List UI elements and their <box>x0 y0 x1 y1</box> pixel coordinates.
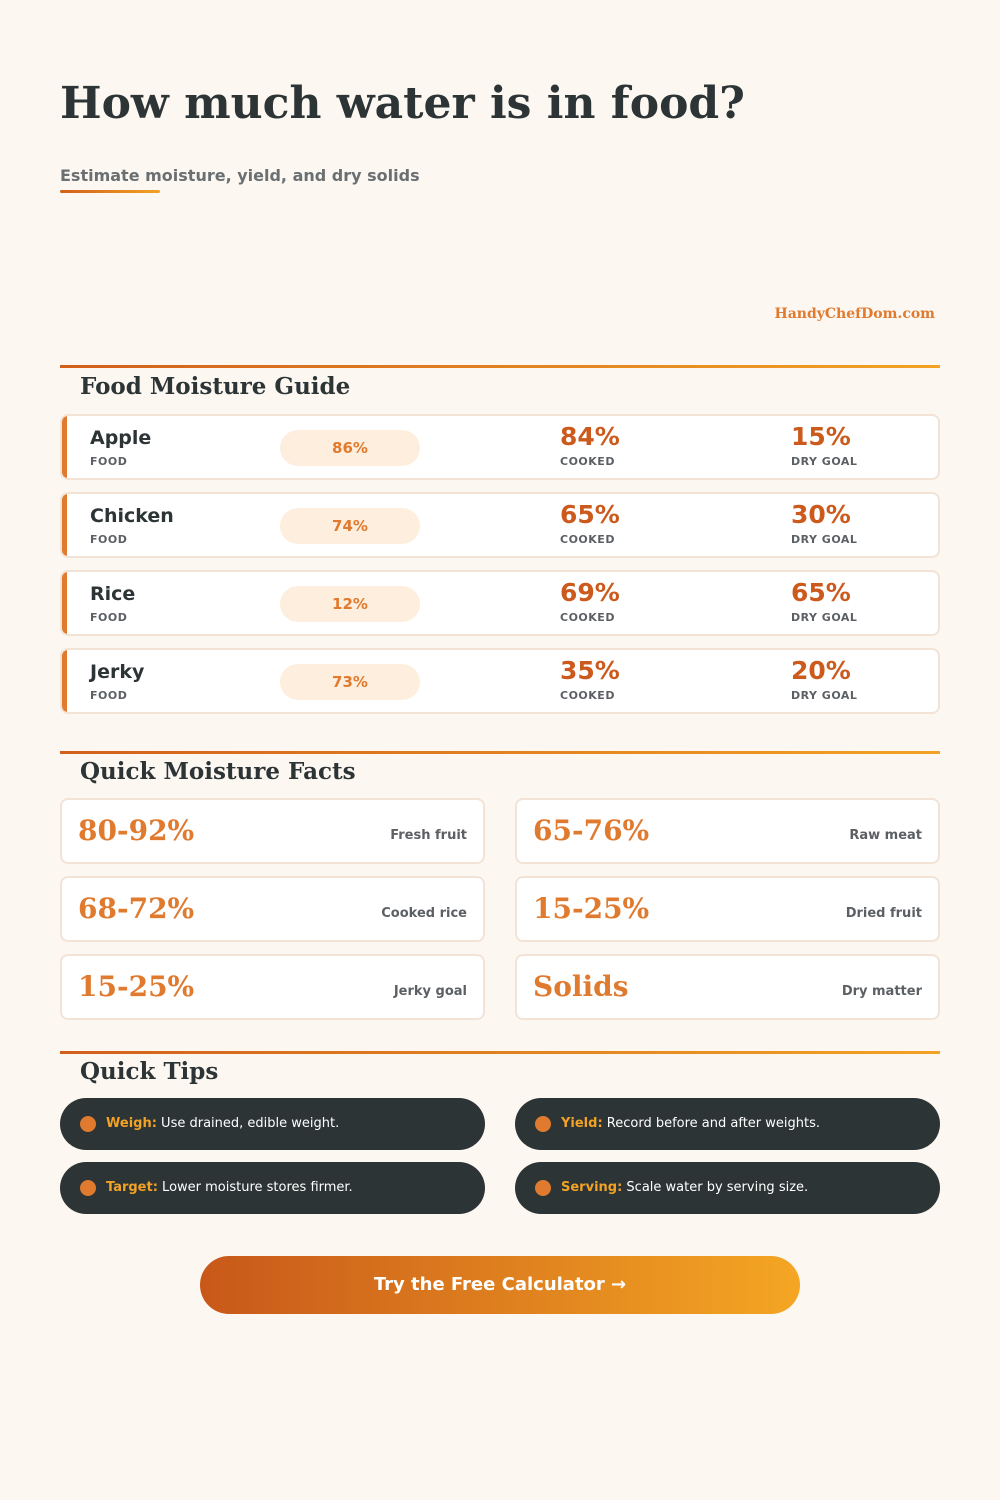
food-name: Rice <box>90 583 136 605</box>
raw-moisture-pill: 74% <box>280 508 420 544</box>
cooked-label: COOKED <box>560 455 615 468</box>
fact-card <box>60 798 485 864</box>
tip-pill <box>60 1098 485 1150</box>
guide-row-chicken <box>60 492 940 558</box>
tips-divider <box>60 1051 940 1054</box>
tip-text <box>561 1162 808 1214</box>
tip-text <box>106 1162 353 1214</box>
fact-label: Cooked rice <box>381 906 467 921</box>
dry-goal-value: 65% <box>791 578 851 607</box>
food-name: Jerky <box>90 661 145 683</box>
dry-goal-label: DRY GOAL <box>791 533 858 546</box>
guide-divider <box>60 365 940 368</box>
dry-goal-value: 30% <box>791 500 851 529</box>
tip-pill <box>515 1162 940 1214</box>
page-title: How much water is in food? <box>60 78 745 129</box>
fact-label: Raw meat <box>849 828 922 843</box>
cooked-label: COOKED <box>560 611 615 624</box>
cooked-label: COOKED <box>560 689 615 702</box>
food-name: Apple <box>90 427 152 449</box>
fact-value: Solids <box>533 970 629 1003</box>
fact-value: 68-72% <box>78 892 195 925</box>
cooked-value: 65% <box>560 500 620 529</box>
guide-row-apple <box>60 414 940 480</box>
food-name: Chicken <box>90 505 174 527</box>
facts-divider <box>60 751 940 754</box>
fact-value: 15-25% <box>78 970 195 1003</box>
dry-goal-label: DRY GOAL <box>791 611 858 624</box>
fact-card <box>515 798 940 864</box>
dry-goal-label: DRY GOAL <box>791 455 858 468</box>
guide-row-rice <box>60 570 940 636</box>
fact-card <box>60 954 485 1020</box>
bullet-dot-icon <box>80 1180 96 1196</box>
cooked-value: 84% <box>560 422 620 451</box>
row-accent-bar <box>60 570 67 636</box>
food-label: FOOD <box>90 689 128 702</box>
brand-link[interactable]: HandyChefDom.com <box>774 306 935 322</box>
tip-body: Use drained, edible weight. <box>156 1116 340 1131</box>
tip-text <box>106 1098 339 1150</box>
food-label: FOOD <box>90 455 128 468</box>
page-subtitle: Estimate moisture, yield, and dry solids <box>60 166 420 185</box>
bullet-dot-icon <box>535 1180 551 1196</box>
bullet-dot-icon <box>535 1116 551 1132</box>
fact-label: Dried fruit <box>845 906 922 921</box>
guide-title: Food Moisture Guide <box>80 373 351 400</box>
fact-label: Jerky goal <box>393 984 467 999</box>
tip-body: Scale water by serving size. <box>622 1180 809 1195</box>
food-label: FOOD <box>90 611 128 624</box>
row-accent-bar <box>60 414 67 480</box>
raw-moisture-pill: 86% <box>280 430 420 466</box>
fact-value: 80-92% <box>78 814 195 847</box>
bullet-dot-icon <box>80 1116 96 1132</box>
food-label: FOOD <box>90 533 128 546</box>
tip-key: Yield: <box>561 1116 603 1131</box>
subtitle-underline <box>60 190 160 193</box>
tip-key: Serving: <box>561 1180 623 1195</box>
tips-title: Quick Tips <box>80 1058 219 1085</box>
dry-goal-value: 15% <box>791 422 851 451</box>
tip-text <box>561 1098 820 1150</box>
raw-moisture-pill: 73% <box>280 664 420 700</box>
tip-body: Record before and after weights. <box>602 1116 821 1131</box>
fact-label: Fresh fruit <box>390 828 467 843</box>
row-accent-bar <box>60 492 67 558</box>
fact-card <box>60 876 485 942</box>
guide-row-jerky <box>60 648 940 714</box>
tip-body: Lower moisture stores firmer. <box>157 1180 353 1195</box>
tip-key: Weigh: <box>106 1116 157 1131</box>
dry-goal-label: DRY GOAL <box>791 689 858 702</box>
fact-value: 65-76% <box>533 814 650 847</box>
tip-key: Target: <box>106 1180 158 1195</box>
tip-pill <box>60 1162 485 1214</box>
fact-card <box>515 954 940 1020</box>
tip-pill <box>515 1098 940 1150</box>
cooked-value: 69% <box>560 578 620 607</box>
dry-goal-value: 20% <box>791 656 851 685</box>
fact-value: 15-25% <box>533 892 650 925</box>
raw-moisture-pill: 12% <box>280 586 420 622</box>
cooked-value: 35% <box>560 656 620 685</box>
facts-title: Quick Moisture Facts <box>80 758 356 785</box>
fact-label: Dry matter <box>841 984 922 999</box>
cooked-label: COOKED <box>560 533 615 546</box>
try-calculator-button[interactable]: Try the Free Calculator → <box>200 1256 800 1314</box>
row-accent-bar <box>60 648 67 714</box>
fact-card <box>515 876 940 942</box>
